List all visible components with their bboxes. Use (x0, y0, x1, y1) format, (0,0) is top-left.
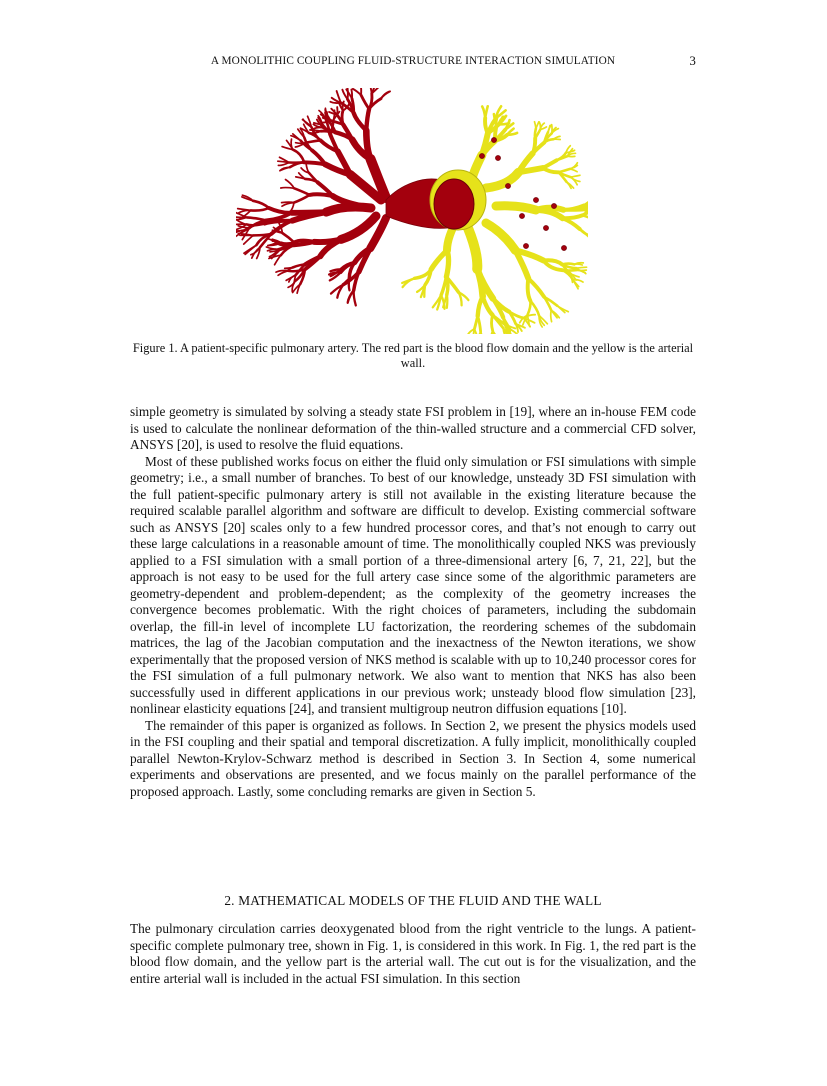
running-header (130, 53, 696, 71)
vessel-segment (563, 218, 580, 229)
vessel-opening (479, 153, 484, 158)
vessel-segment (468, 228, 477, 269)
vessel-segment (492, 315, 493, 331)
vessel-segment (477, 269, 483, 297)
paragraph-2: Most of these published works focus on either the fluid only simulation or FSI simulations with simple geometry; i.e., a small number of branches. To best of our knowledge, unsteady 3D FSI simulation with the full patient-specific pulmonary artery is still not available in the existing literature because the required scalable parallel algorithm and software are difficult to develop. Existing commercial software such as ANSYS [20] scales only to a few hundred processor cores, and that’s not enough to carry out these large calculations in a reasonable amount of time. The monolithically coupled NKS was previously applied to a FSI simulation with a small portion of a three-dimensional artery [6, 7, 21, 22], but the approach is not easy to be used for the full artery case since some of the algorithmic parameters are geometry-dependent and problem-dependent; as the complexity of the geometry increases the convergence becomes problematic. With the right choices of parameters, including the subdomain overlap, the fill-in level of incomplete LU factorization, the reordering schemes of the subdomain matrices, the lag of the Jacobian computation and the inexactness of the Newton iterations, we show experimentally that the proposed version of NKS method is scalable with up to 10,240 processor cores for the FSI simulation of a full pulmonary network. We also want to mention that NKS has also been successfully used in different applications in our previous work; unsteady blood flow simulation [23], nonlinear elasticity equations [24], and transient multigroup neutron diffusion equations [10]. (130, 453, 696, 716)
paragraph-4: The pulmonary circulation carries deoxygenated blood from the right ventricle to the lungs. A patient-specific complete pulmonary tree, shown in Fig. 1, is considered in this work. In Fig. 1, the red part is the blood flow domain, and the yellow part is the arterial wall. The cut out is for the visualization, and the entire arterial wall is included in the actual FSI simulation. In this section (130, 921, 696, 986)
vessel-segment (496, 206, 536, 210)
vessel-segment (289, 270, 305, 272)
vessel-opening (551, 203, 556, 208)
vessel-segment (238, 209, 251, 211)
vessel-segment (281, 242, 294, 243)
vessel-segment (551, 310, 552, 322)
vessel-segment (251, 208, 269, 211)
vessel-segment (326, 207, 371, 212)
vessel-segment (253, 201, 269, 208)
vessel-segment (361, 95, 369, 109)
vessel-segment (247, 217, 266, 220)
vessel-segment (360, 88, 361, 95)
vessel-segment (548, 125, 552, 133)
paragraph-3: The remainder of this paper is organized as follows. In Section 2, we present the physics models used in the FSI coupling and their spatial and temporal discretization. A fully implicit, monolithically coupled parallel Newton-Krylov-Schwarz method is described in Section 3. In Section 4, some numerical experiments and observations are presented, and we focus mainly on the parallel performance of the proposed approach. Lastly, some concluding remarks are given in Section 5. (130, 717, 696, 799)
vessel-segment (354, 290, 356, 305)
vessel-segment (294, 188, 310, 195)
vessel-opening (543, 225, 548, 230)
vessel-segment (528, 279, 544, 297)
vessel-segment (291, 139, 293, 150)
vessel-segment (292, 212, 327, 213)
section-text (130, 921, 696, 987)
vessel-segment (314, 239, 341, 242)
pulmonary-artery-image (236, 88, 588, 334)
figure-pulmonary-artery (236, 88, 588, 334)
vessel-segment (478, 297, 483, 317)
vessel-segment (294, 241, 314, 243)
vessel-segment (485, 106, 488, 118)
section-heading: 2. MATHEMATICAL MODELS OF THE FLUID AND THE WALL (224, 893, 602, 908)
vessel-segment (342, 111, 343, 125)
page-number: 3 (689, 53, 696, 68)
vessel-segment (536, 122, 539, 129)
vessel-opening (505, 183, 510, 188)
vessel-segment (352, 99, 354, 113)
vessel-segment (282, 202, 294, 203)
vessel-opening (519, 213, 524, 218)
main-pulmonary-trunk (386, 170, 486, 230)
vessel-segment (571, 175, 580, 177)
vessel-segment (285, 268, 293, 269)
vessel-opening (491, 137, 496, 142)
vessel-segment (266, 247, 278, 249)
vessel-segment (306, 140, 321, 142)
figure-caption: Figure 1. A patient-specific pulmonary artery. The red part is the blood flow domain and the yellow is the arterial wall. (132, 341, 694, 370)
vessel-segment (486, 223, 515, 250)
body-text (130, 404, 696, 800)
running-title: A MONOLITHIC COUPLING FLUID-STRUCTURE INTERACTION SIMULATION (210, 55, 616, 67)
vessel-segment (474, 316, 477, 329)
vessel-segment (353, 89, 361, 95)
vessel-segment (582, 215, 588, 220)
vessel-opening (523, 243, 528, 248)
vessel-segment (253, 234, 271, 235)
vessel-segment (580, 229, 588, 237)
vessel-segment (281, 188, 294, 189)
vessel-segment (366, 109, 369, 131)
vessel-segment (577, 267, 587, 268)
vessel-segment (325, 108, 326, 120)
vessel-segment (574, 264, 582, 265)
vessel-segment (341, 216, 376, 239)
vessel-segment (351, 90, 352, 99)
vessel-segment (366, 131, 370, 160)
vessel-segment (269, 208, 292, 213)
blood-flow-domain (236, 88, 390, 305)
vessel-segment (296, 143, 306, 144)
vessel-segment (431, 250, 447, 269)
vessel-opening (495, 155, 500, 160)
vessel-opening (561, 245, 566, 250)
vessel-segment (527, 301, 530, 316)
vessel-segment (293, 150, 304, 163)
vessel-segment (282, 233, 294, 242)
vessel-segment (570, 169, 577, 172)
vessel-segment (294, 195, 310, 203)
vessel-segment (543, 168, 559, 172)
vessel-segment (543, 160, 557, 168)
paragraph-1: simple geometry is simulated by solving a steady state FSI problem in [19], where an in-house FEM code is used to calculate the nonlinear deformation of the thin-walled structure and a commercial CFD solver, ANSYS [20], is used to resolve the fluid equations. (130, 404, 696, 452)
vessel-segment (486, 172, 518, 188)
lumen-cross-section (434, 179, 474, 229)
vessel-opening (533, 197, 538, 202)
vessel-segment (523, 315, 535, 318)
